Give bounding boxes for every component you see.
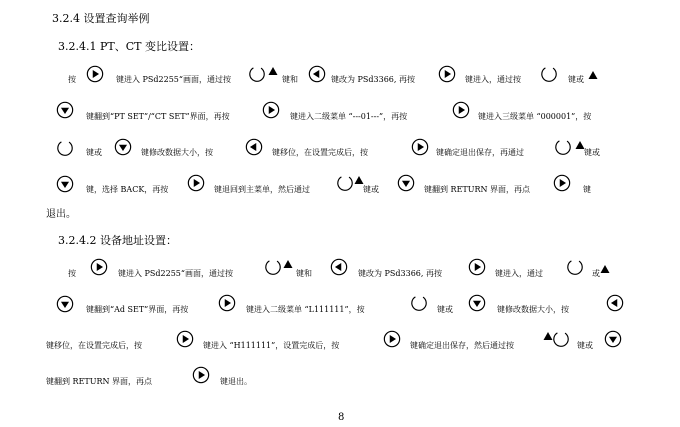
text-line: 键翻到“Ad SET”界面，再按 [86, 305, 189, 314]
left-arrow-circle-icon [606, 294, 624, 312]
rotate-circle-icon [336, 174, 354, 192]
right-arrow-circle-icon [452, 101, 470, 119]
text-line: 键确定退出保存，再通过 [436, 148, 524, 157]
rotate-circle-icon [56, 139, 74, 157]
text-line: 键移位，在设置完成后，按 [272, 148, 368, 157]
text-line: 键进入三级菜单 “000001”，按 [478, 112, 592, 121]
text-line: 键或 [584, 148, 600, 157]
section-heading-3-2-4: 3.2.4 设置查询举例 [52, 12, 150, 25]
subsection-heading-pt-ct: 3.2.4.1 PT、CT 变比设置： [58, 40, 200, 53]
text-line: 或 [592, 269, 600, 278]
down-arrow-circle-icon [56, 295, 74, 313]
right-arrow-circle-icon [176, 330, 194, 348]
right-arrow-circle-icon [438, 65, 456, 83]
rotate-circle-icon [566, 258, 584, 276]
page-number: 8 [338, 412, 345, 423]
up-triangle-icon [283, 259, 293, 269]
text-line: 键确定退出保存，然后通过按 [410, 341, 514, 350]
down-arrow-circle-icon [56, 101, 74, 119]
left-arrow-circle-icon [330, 258, 348, 276]
text-line: 键或 [86, 148, 102, 157]
text-line: 键进入 “H111111”，设置完成后，按 [203, 341, 340, 350]
text-line: 键或 [363, 185, 379, 194]
right-arrow-circle-icon [553, 174, 571, 192]
right-arrow-circle-icon [86, 65, 104, 83]
text-line: 键翻到 RETURN 界面，再点 [424, 185, 531, 194]
text-line: 键或 [577, 341, 593, 350]
text-line: 按 [68, 75, 76, 84]
text-line: 键进入 PSd2255“画面，通过按 [116, 75, 231, 84]
up-triangle-icon [600, 264, 610, 274]
right-arrow-circle-icon [218, 294, 236, 312]
rotate-circle-icon [410, 294, 428, 312]
text-line: 键退回到主菜单，然后通过 [214, 185, 310, 194]
text-line: 键改为 PSd3366, 再按 [358, 269, 442, 278]
text-line: 键翻到“PT SET”/“CT SET”界面，再按 [86, 112, 230, 121]
text-line: 键翻到 RETURN 界面，再点 [46, 377, 153, 386]
text-line: 键 [583, 185, 591, 194]
text-line: 键修改数据大小，按 [497, 305, 569, 314]
down-arrow-circle-icon [56, 175, 74, 193]
rotate-circle-icon [248, 65, 266, 83]
rotate-circle-icon [264, 258, 282, 276]
left-arrow-circle-icon [308, 65, 326, 83]
text-line: 键移位，在设置完成后，按 [46, 341, 142, 350]
down-arrow-circle-icon [604, 330, 622, 348]
text-line: 键或 [568, 75, 584, 84]
left-arrow-circle-icon [245, 138, 263, 156]
text-line: 键进入二级菜单 “---01---”，再按 [290, 112, 408, 121]
down-arrow-circle-icon [468, 294, 486, 312]
up-triangle-icon [588, 70, 598, 80]
subsection-heading-device-address: 3.2.4.2 设备地址设置： [58, 234, 177, 247]
text-line: 键进入 PSd2255“画面，通过按 [118, 269, 233, 278]
right-arrow-circle-icon [411, 138, 429, 156]
up-triangle-icon [268, 66, 278, 76]
right-arrow-circle-icon [192, 366, 210, 384]
text-line: 键进入二级菜单 “L111111”，按 [246, 305, 365, 314]
text-line: 退出。 [46, 209, 76, 220]
right-arrow-circle-icon [187, 174, 205, 192]
text-line: 键或 [437, 305, 453, 314]
text-line: 键进入，通过 [495, 269, 543, 278]
text-line: 按 [68, 269, 76, 278]
text-line: 键和 [296, 269, 312, 278]
right-arrow-circle-icon [468, 258, 486, 276]
down-arrow-circle-icon [114, 138, 132, 156]
rotate-circle-icon [540, 65, 558, 83]
down-arrow-circle-icon [397, 174, 415, 192]
right-arrow-circle-icon [90, 258, 108, 276]
text-line: 键修改数据大小，按 [141, 148, 213, 157]
text-line: 键和 [282, 75, 298, 84]
text-line: 键，选择 BACK，再按 [86, 185, 169, 194]
rotate-circle-icon [552, 330, 570, 348]
text-line: 键改为 PSd3366, 再按 [331, 75, 415, 84]
text-line: 键退出。 [220, 377, 252, 386]
rotate-circle-icon [554, 138, 572, 156]
right-arrow-circle-icon [262, 101, 280, 119]
text-line: 键进入，通过按 [465, 75, 521, 84]
right-arrow-circle-icon [383, 330, 401, 348]
